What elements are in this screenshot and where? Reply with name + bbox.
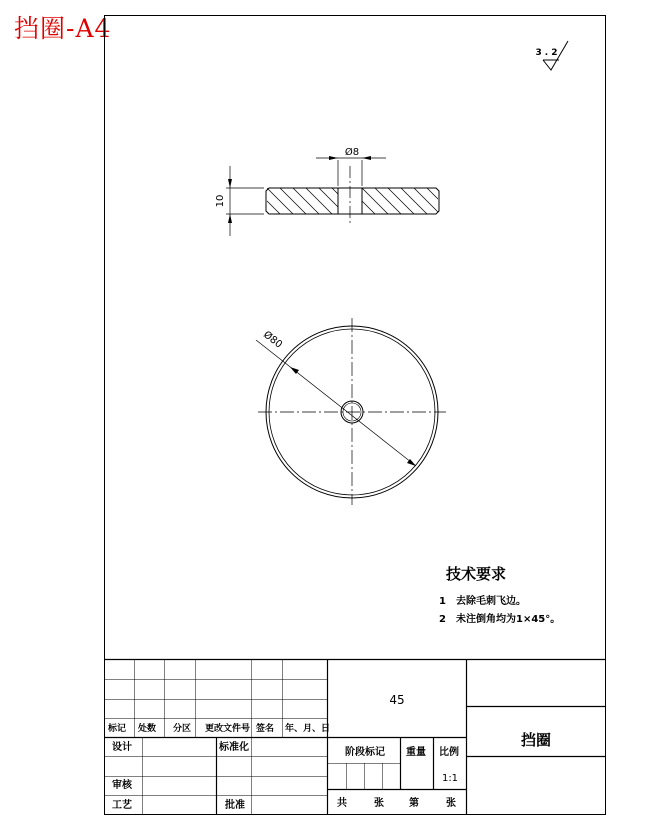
scale-value: 1:1 bbox=[441, 773, 459, 784]
thickness-dimension bbox=[215, 166, 264, 236]
roughness-value: 3.2 bbox=[535, 48, 561, 58]
label-process: 工艺 bbox=[112, 800, 132, 811]
label-sheet-suffix: 张 bbox=[446, 798, 456, 809]
part-name: 挡圈 bbox=[520, 731, 552, 749]
tech-req-num-2: 2 bbox=[439, 614, 446, 625]
rev-header-sign: 签名 bbox=[256, 724, 275, 734]
section-view bbox=[215, 146, 466, 236]
hatch-line bbox=[332, 188, 358, 214]
tech-req-num-1: 1 bbox=[439, 596, 446, 607]
outer-dim-label: Ø80 bbox=[261, 329, 285, 351]
hatch-line bbox=[414, 188, 440, 214]
thickness-dim-label: 10 bbox=[215, 194, 226, 208]
rev-header-count: 处数 bbox=[138, 724, 157, 734]
hatch-line bbox=[401, 188, 427, 214]
technical-requirements bbox=[439, 565, 560, 625]
drawing-frame bbox=[105, 16, 606, 815]
hatch-line bbox=[362, 188, 388, 214]
hatch-line bbox=[241, 188, 267, 214]
tech-req-text-2: 未注倒角均为1×45°。 bbox=[456, 614, 561, 625]
tech-req-text-1: 去除毛刺飞边。 bbox=[456, 596, 526, 607]
rev-header-mark: 标记 bbox=[108, 724, 127, 734]
hatch-line bbox=[427, 188, 453, 214]
label-sheet-no: 第 bbox=[409, 798, 419, 809]
hatch-line bbox=[336, 188, 362, 214]
hatch-line bbox=[388, 188, 414, 214]
plan-view bbox=[256, 318, 446, 505]
rev-header-date: 年、月、日 bbox=[285, 724, 331, 734]
hole-dimension bbox=[316, 146, 386, 186]
section-outline bbox=[266, 188, 439, 214]
hole-dim-label: Ø8 bbox=[344, 147, 360, 158]
label-stage-mark: 阶段标记 bbox=[345, 747, 385, 758]
label-total: 共 bbox=[337, 798, 347, 809]
label-standardization: 标准化 bbox=[219, 742, 249, 753]
rev-header-doc: 更改文件号 bbox=[205, 724, 251, 734]
label-approve: 批准 bbox=[225, 800, 245, 811]
page-title: 挡圈-A4 bbox=[14, 14, 112, 43]
surface-roughness-symbol bbox=[536, 41, 568, 70]
hatch-line bbox=[267, 188, 293, 214]
outer-diameter-dimension bbox=[256, 329, 416, 466]
material-value: 45 bbox=[389, 693, 405, 707]
hatch-line bbox=[293, 188, 319, 214]
label-design: 设计 bbox=[112, 742, 132, 753]
hatch-line bbox=[345, 188, 371, 214]
hatch-line bbox=[280, 188, 306, 214]
tech-req-title: 技术要求 bbox=[446, 565, 507, 583]
hatch-line bbox=[319, 188, 345, 214]
hatching-left bbox=[241, 188, 371, 214]
hatch-line bbox=[254, 188, 280, 214]
label-sheets: 张 bbox=[374, 798, 384, 809]
hatch-line bbox=[306, 188, 332, 214]
hatch-line bbox=[440, 188, 466, 214]
label-review: 审核 bbox=[112, 780, 132, 791]
hatching-right bbox=[336, 188, 466, 214]
label-weight: 重量 bbox=[406, 747, 426, 758]
label-scale: 比例 bbox=[439, 747, 459, 758]
title-block-text bbox=[107, 693, 551, 811]
rev-header-zone: 分区 bbox=[173, 724, 192, 734]
hatch-line bbox=[375, 188, 401, 214]
